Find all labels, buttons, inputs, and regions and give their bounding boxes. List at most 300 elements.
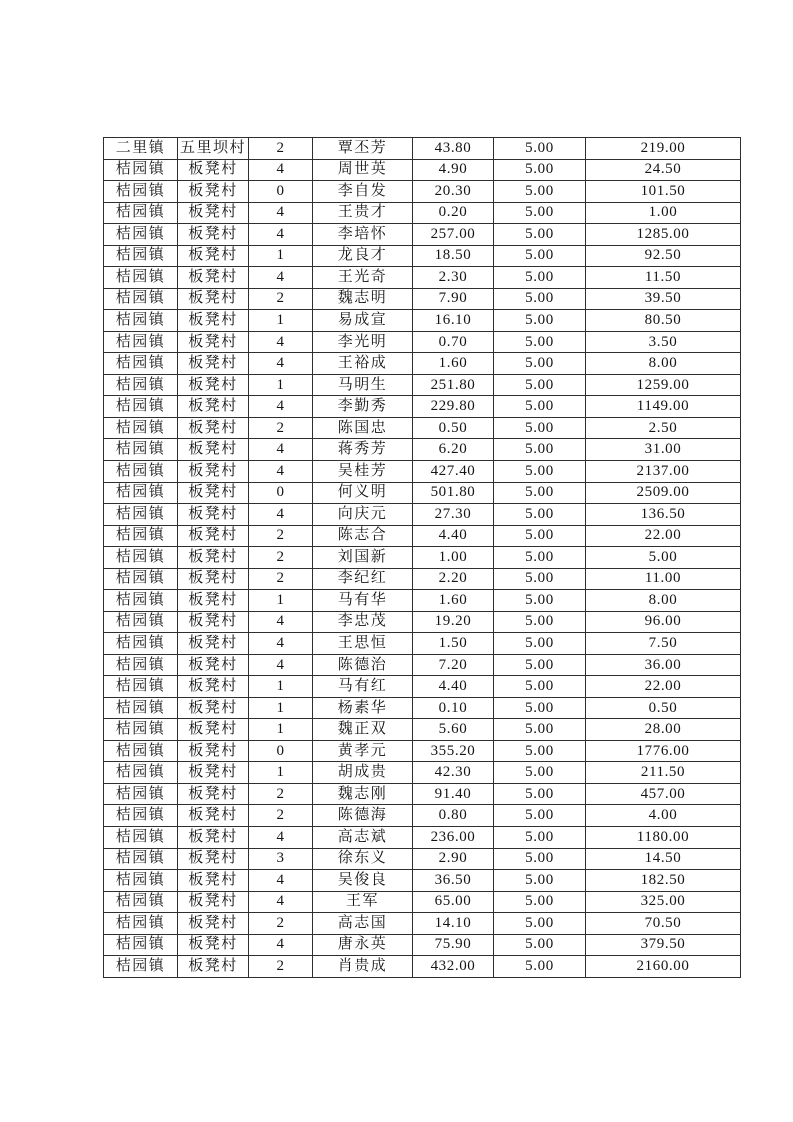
name-cell: 陈德海: [313, 805, 413, 827]
count-cell: 4: [249, 891, 313, 913]
amount-cell: 432.00: [413, 956, 494, 978]
name-cell: 唐永英: [313, 934, 413, 956]
name-cell: 王光奇: [313, 267, 413, 289]
count-cell: 4: [249, 224, 313, 246]
name-cell: 李自发: [313, 181, 413, 203]
name-cell: 杨素华: [313, 697, 413, 719]
count-cell: 0: [249, 181, 313, 203]
name-cell: 高志国: [313, 913, 413, 935]
total-cell: 182.50: [586, 870, 741, 892]
total-cell: 2137.00: [586, 460, 741, 482]
amount-cell: 0.50: [413, 417, 494, 439]
count-cell: 2: [249, 913, 313, 935]
total-cell: 8.00: [586, 590, 741, 612]
name-cell: 易成宣: [313, 310, 413, 332]
village-cell: 板凳村: [178, 568, 249, 590]
rate-cell: 5.00: [494, 654, 586, 676]
total-cell: 2.50: [586, 417, 741, 439]
amount-cell: 6.20: [413, 439, 494, 461]
amount-cell: 229.80: [413, 396, 494, 418]
rate-cell: 5.00: [494, 310, 586, 332]
village-cell: 板凳村: [178, 202, 249, 224]
amount-cell: 501.80: [413, 482, 494, 504]
amount-cell: 43.80: [413, 138, 494, 160]
rate-cell: 5.00: [494, 676, 586, 698]
rate-cell: 5.00: [494, 504, 586, 526]
rate-cell: 5.00: [494, 762, 586, 784]
name-cell: 覃丕芳: [313, 138, 413, 160]
count-cell: 1: [249, 676, 313, 698]
amount-cell: 4.90: [413, 159, 494, 181]
village-cell: 板凳村: [178, 374, 249, 396]
total-cell: 14.50: [586, 848, 741, 870]
town-cell: 二里镇: [104, 138, 178, 160]
name-cell: 吴桂芳: [313, 460, 413, 482]
table-row: [104, 331, 741, 353]
rate-cell: 5.00: [494, 267, 586, 289]
count-cell: 1: [249, 310, 313, 332]
village-cell: 板凳村: [178, 870, 249, 892]
amount-cell: 4.40: [413, 676, 494, 698]
village-cell: 板凳村: [178, 740, 249, 762]
name-cell: 徐东义: [313, 848, 413, 870]
total-cell: 0.50: [586, 697, 741, 719]
rate-cell: 5.00: [494, 525, 586, 547]
amount-cell: 7.20: [413, 654, 494, 676]
table-row: [104, 719, 741, 741]
village-cell: 板凳村: [178, 827, 249, 849]
village-cell: 板凳村: [178, 245, 249, 267]
total-cell: 2509.00: [586, 482, 741, 504]
table-row: [104, 568, 741, 590]
table-row: [104, 611, 741, 633]
table-row: [104, 353, 741, 375]
amount-cell: 27.30: [413, 504, 494, 526]
total-cell: 31.00: [586, 439, 741, 461]
name-cell: 胡成贵: [313, 762, 413, 784]
town-cell: 桔园镇: [104, 870, 178, 892]
count-cell: 4: [249, 353, 313, 375]
town-cell: 桔园镇: [104, 353, 178, 375]
count-cell: 4: [249, 159, 313, 181]
count-cell: 2: [249, 547, 313, 569]
village-cell: 板凳村: [178, 224, 249, 246]
town-cell: 桔园镇: [104, 934, 178, 956]
amount-cell: 257.00: [413, 224, 494, 246]
amount-cell: 1.60: [413, 353, 494, 375]
rate-cell: 5.00: [494, 913, 586, 935]
total-cell: 211.50: [586, 762, 741, 784]
amount-cell: 5.60: [413, 719, 494, 741]
rate-cell: 5.00: [494, 870, 586, 892]
amount-cell: 0.20: [413, 202, 494, 224]
town-cell: 桔园镇: [104, 827, 178, 849]
name-cell: 蒋秀芳: [313, 439, 413, 461]
rate-cell: 5.00: [494, 439, 586, 461]
total-cell: 219.00: [586, 138, 741, 160]
rate-cell: 5.00: [494, 460, 586, 482]
table-row: [104, 654, 741, 676]
amount-cell: 91.40: [413, 783, 494, 805]
count-cell: 4: [249, 611, 313, 633]
rate-cell: 5.00: [494, 633, 586, 655]
count-cell: 4: [249, 460, 313, 482]
total-cell: 39.50: [586, 288, 741, 310]
total-cell: 11.50: [586, 267, 741, 289]
count-cell: 1: [249, 245, 313, 267]
name-cell: 肖贵成: [313, 956, 413, 978]
town-cell: 桔园镇: [104, 181, 178, 203]
rate-cell: 5.00: [494, 805, 586, 827]
count-cell: 4: [249, 202, 313, 224]
amount-cell: 16.10: [413, 310, 494, 332]
rate-cell: 5.00: [494, 353, 586, 375]
count-cell: 3: [249, 848, 313, 870]
amount-cell: 1.00: [413, 547, 494, 569]
count-cell: 2: [249, 568, 313, 590]
count-cell: 2: [249, 138, 313, 160]
amount-cell: 427.40: [413, 460, 494, 482]
total-cell: 1180.00: [586, 827, 741, 849]
name-cell: 高志斌: [313, 827, 413, 849]
table-row: [104, 504, 741, 526]
town-cell: 桔园镇: [104, 504, 178, 526]
count-cell: 4: [249, 396, 313, 418]
rate-cell: 5.00: [494, 224, 586, 246]
count-cell: 4: [249, 633, 313, 655]
village-cell: 板凳村: [178, 439, 249, 461]
count-cell: 1: [249, 697, 313, 719]
count-cell: 4: [249, 331, 313, 353]
name-cell: 龙良才: [313, 245, 413, 267]
amount-cell: 20.30: [413, 181, 494, 203]
town-cell: 桔园镇: [104, 805, 178, 827]
village-cell: 板凳村: [178, 159, 249, 181]
table-row: [104, 783, 741, 805]
table-row: [104, 633, 741, 655]
rate-cell: 5.00: [494, 547, 586, 569]
name-cell: 李勤秀: [313, 396, 413, 418]
table-row: [104, 913, 741, 935]
name-cell: 周世英: [313, 159, 413, 181]
table-row: [104, 762, 741, 784]
village-cell: 板凳村: [178, 697, 249, 719]
name-cell: 陈国忠: [313, 417, 413, 439]
amount-cell: 2.30: [413, 267, 494, 289]
table-row: [104, 396, 741, 418]
table-row: [104, 676, 741, 698]
rate-cell: 5.00: [494, 611, 586, 633]
town-cell: 桔园镇: [104, 697, 178, 719]
total-cell: 1259.00: [586, 374, 741, 396]
village-cell: 板凳村: [178, 590, 249, 612]
count-cell: 1: [249, 762, 313, 784]
table-row: [104, 288, 741, 310]
town-cell: 桔园镇: [104, 202, 178, 224]
village-cell: 板凳村: [178, 396, 249, 418]
count-cell: 4: [249, 934, 313, 956]
total-cell: 5.00: [586, 547, 741, 569]
town-cell: 桔园镇: [104, 611, 178, 633]
name-cell: 魏正双: [313, 719, 413, 741]
table-row: [104, 159, 741, 181]
name-cell: 马有华: [313, 590, 413, 612]
name-cell: 李光明: [313, 331, 413, 353]
name-cell: 马有红: [313, 676, 413, 698]
name-cell: 李培怀: [313, 224, 413, 246]
name-cell: 何义明: [313, 482, 413, 504]
village-cell: 板凳村: [178, 267, 249, 289]
village-cell: 板凳村: [178, 482, 249, 504]
count-cell: 2: [249, 956, 313, 978]
table-row: [104, 891, 741, 913]
village-cell: 板凳村: [178, 181, 249, 203]
count-cell: 2: [249, 805, 313, 827]
name-cell: 李纪红: [313, 568, 413, 590]
rate-cell: 5.00: [494, 417, 586, 439]
town-cell: 桔园镇: [104, 267, 178, 289]
rate-cell: 5.00: [494, 245, 586, 267]
table-row: [104, 956, 741, 978]
count-cell: 1: [249, 590, 313, 612]
table-row: [104, 547, 741, 569]
table-row: [104, 934, 741, 956]
total-cell: 8.00: [586, 353, 741, 375]
rate-cell: 5.00: [494, 568, 586, 590]
amount-cell: 0.80: [413, 805, 494, 827]
village-cell: 板凳村: [178, 633, 249, 655]
village-cell: 板凳村: [178, 353, 249, 375]
town-cell: 桔园镇: [104, 762, 178, 784]
total-cell: 2160.00: [586, 956, 741, 978]
amount-cell: 1.60: [413, 590, 494, 612]
table-row: [104, 870, 741, 892]
village-cell: 板凳村: [178, 676, 249, 698]
table-row: [104, 417, 741, 439]
amount-cell: 19.20: [413, 611, 494, 633]
amount-cell: 42.30: [413, 762, 494, 784]
village-cell: 板凳村: [178, 783, 249, 805]
town-cell: 桔园镇: [104, 439, 178, 461]
name-cell: 向庆元: [313, 504, 413, 526]
town-cell: 桔园镇: [104, 310, 178, 332]
amount-cell: 14.10: [413, 913, 494, 935]
village-cell: 板凳村: [178, 611, 249, 633]
amount-cell: 2.90: [413, 848, 494, 870]
total-cell: 96.00: [586, 611, 741, 633]
village-cell: 五里坝村: [178, 138, 249, 160]
town-cell: 桔园镇: [104, 913, 178, 935]
total-cell: 379.50: [586, 934, 741, 956]
amount-cell: 18.50: [413, 245, 494, 267]
rate-cell: 5.00: [494, 590, 586, 612]
table-row: [104, 439, 741, 461]
name-cell: 魏志明: [313, 288, 413, 310]
table-row: [104, 310, 741, 332]
total-cell: 28.00: [586, 719, 741, 741]
town-cell: 桔园镇: [104, 482, 178, 504]
rate-cell: 5.00: [494, 396, 586, 418]
town-cell: 桔园镇: [104, 417, 178, 439]
rate-cell: 5.00: [494, 374, 586, 396]
count-cell: 2: [249, 783, 313, 805]
amount-cell: 7.90: [413, 288, 494, 310]
count-cell: 4: [249, 870, 313, 892]
village-cell: 板凳村: [178, 331, 249, 353]
name-cell: 黄孝元: [313, 740, 413, 762]
table-row: [104, 267, 741, 289]
town-cell: 桔园镇: [104, 331, 178, 353]
village-cell: 板凳村: [178, 460, 249, 482]
name-cell: 王裕成: [313, 353, 413, 375]
count-cell: 0: [249, 740, 313, 762]
total-cell: 325.00: [586, 891, 741, 913]
table-row: [104, 590, 741, 612]
table-row: [104, 138, 741, 160]
village-cell: 板凳村: [178, 956, 249, 978]
total-cell: 24.50: [586, 159, 741, 181]
rate-cell: 5.00: [494, 827, 586, 849]
total-cell: 1776.00: [586, 740, 741, 762]
rate-cell: 5.00: [494, 138, 586, 160]
rate-cell: 5.00: [494, 697, 586, 719]
count-cell: 1: [249, 719, 313, 741]
count-cell: 4: [249, 504, 313, 526]
town-cell: 桔园镇: [104, 590, 178, 612]
rate-cell: 5.00: [494, 331, 586, 353]
table-row: [104, 740, 741, 762]
table-row: [104, 482, 741, 504]
town-cell: 桔园镇: [104, 719, 178, 741]
total-cell: 136.50: [586, 504, 741, 526]
count-cell: 4: [249, 654, 313, 676]
count-cell: 4: [249, 827, 313, 849]
town-cell: 桔园镇: [104, 848, 178, 870]
rate-cell: 5.00: [494, 159, 586, 181]
town-cell: 桔园镇: [104, 676, 178, 698]
town-cell: 桔园镇: [104, 956, 178, 978]
name-cell: 马明生: [313, 374, 413, 396]
village-cell: 板凳村: [178, 417, 249, 439]
name-cell: 吴俊良: [313, 870, 413, 892]
amount-cell: 36.50: [413, 870, 494, 892]
amount-cell: 251.80: [413, 374, 494, 396]
amount-cell: 0.70: [413, 331, 494, 353]
town-cell: 桔园镇: [104, 460, 178, 482]
village-cell: 板凳村: [178, 504, 249, 526]
village-cell: 板凳村: [178, 891, 249, 913]
payment-table: [103, 137, 741, 978]
total-cell: 80.50: [586, 310, 741, 332]
total-cell: 70.50: [586, 913, 741, 935]
total-cell: 1285.00: [586, 224, 741, 246]
total-cell: 7.50: [586, 633, 741, 655]
town-cell: 桔园镇: [104, 396, 178, 418]
name-cell: 陈德治: [313, 654, 413, 676]
village-cell: 板凳村: [178, 805, 249, 827]
name-cell: 王军: [313, 891, 413, 913]
count-cell: 4: [249, 267, 313, 289]
town-cell: 桔园镇: [104, 525, 178, 547]
rate-cell: 5.00: [494, 848, 586, 870]
table-row: [104, 202, 741, 224]
amount-cell: 4.40: [413, 525, 494, 547]
town-cell: 桔园镇: [104, 245, 178, 267]
village-cell: 板凳村: [178, 525, 249, 547]
rate-cell: 5.00: [494, 740, 586, 762]
town-cell: 桔园镇: [104, 568, 178, 590]
total-cell: 3.50: [586, 331, 741, 353]
town-cell: 桔园镇: [104, 547, 178, 569]
town-cell: 桔园镇: [104, 783, 178, 805]
name-cell: 李忠茂: [313, 611, 413, 633]
table-row: [104, 697, 741, 719]
amount-cell: 1.50: [413, 633, 494, 655]
town-cell: 桔园镇: [104, 633, 178, 655]
town-cell: 桔园镇: [104, 740, 178, 762]
village-cell: 板凳村: [178, 934, 249, 956]
name-cell: 陈志合: [313, 525, 413, 547]
amount-cell: 355.20: [413, 740, 494, 762]
rate-cell: 5.00: [494, 934, 586, 956]
table-row: [104, 848, 741, 870]
total-cell: 22.00: [586, 676, 741, 698]
town-cell: 桔园镇: [104, 224, 178, 246]
name-cell: 王贵才: [313, 202, 413, 224]
total-cell: 11.00: [586, 568, 741, 590]
rate-cell: 5.00: [494, 482, 586, 504]
total-cell: 101.50: [586, 181, 741, 203]
name-cell: 魏志刚: [313, 783, 413, 805]
village-cell: 板凳村: [178, 762, 249, 784]
table-row: [104, 224, 741, 246]
amount-cell: 0.10: [413, 697, 494, 719]
village-cell: 板凳村: [178, 848, 249, 870]
town-cell: 桔园镇: [104, 654, 178, 676]
town-cell: 桔园镇: [104, 891, 178, 913]
table-row: [104, 805, 741, 827]
table-row: [104, 374, 741, 396]
town-cell: 桔园镇: [104, 374, 178, 396]
amount-cell: 2.20: [413, 568, 494, 590]
village-cell: 板凳村: [178, 288, 249, 310]
table-row: [104, 245, 741, 267]
total-cell: 457.00: [586, 783, 741, 805]
count-cell: 2: [249, 417, 313, 439]
table-row: [104, 525, 741, 547]
village-cell: 板凳村: [178, 719, 249, 741]
count-cell: 2: [249, 525, 313, 547]
name-cell: 王思恒: [313, 633, 413, 655]
rate-cell: 5.00: [494, 891, 586, 913]
amount-cell: 65.00: [413, 891, 494, 913]
amount-cell: 236.00: [413, 827, 494, 849]
name-cell: 刘国新: [313, 547, 413, 569]
total-cell: 36.00: [586, 654, 741, 676]
village-cell: 板凳村: [178, 310, 249, 332]
table-row: [104, 460, 741, 482]
total-cell: 4.00: [586, 805, 741, 827]
rate-cell: 5.00: [494, 719, 586, 741]
village-cell: 板凳村: [178, 654, 249, 676]
table-row: [104, 181, 741, 203]
town-cell: 桔园镇: [104, 159, 178, 181]
total-cell: 1149.00: [586, 396, 741, 418]
total-cell: 1.00: [586, 202, 741, 224]
village-cell: 板凳村: [178, 547, 249, 569]
count-cell: 2: [249, 288, 313, 310]
total-cell: 92.50: [586, 245, 741, 267]
